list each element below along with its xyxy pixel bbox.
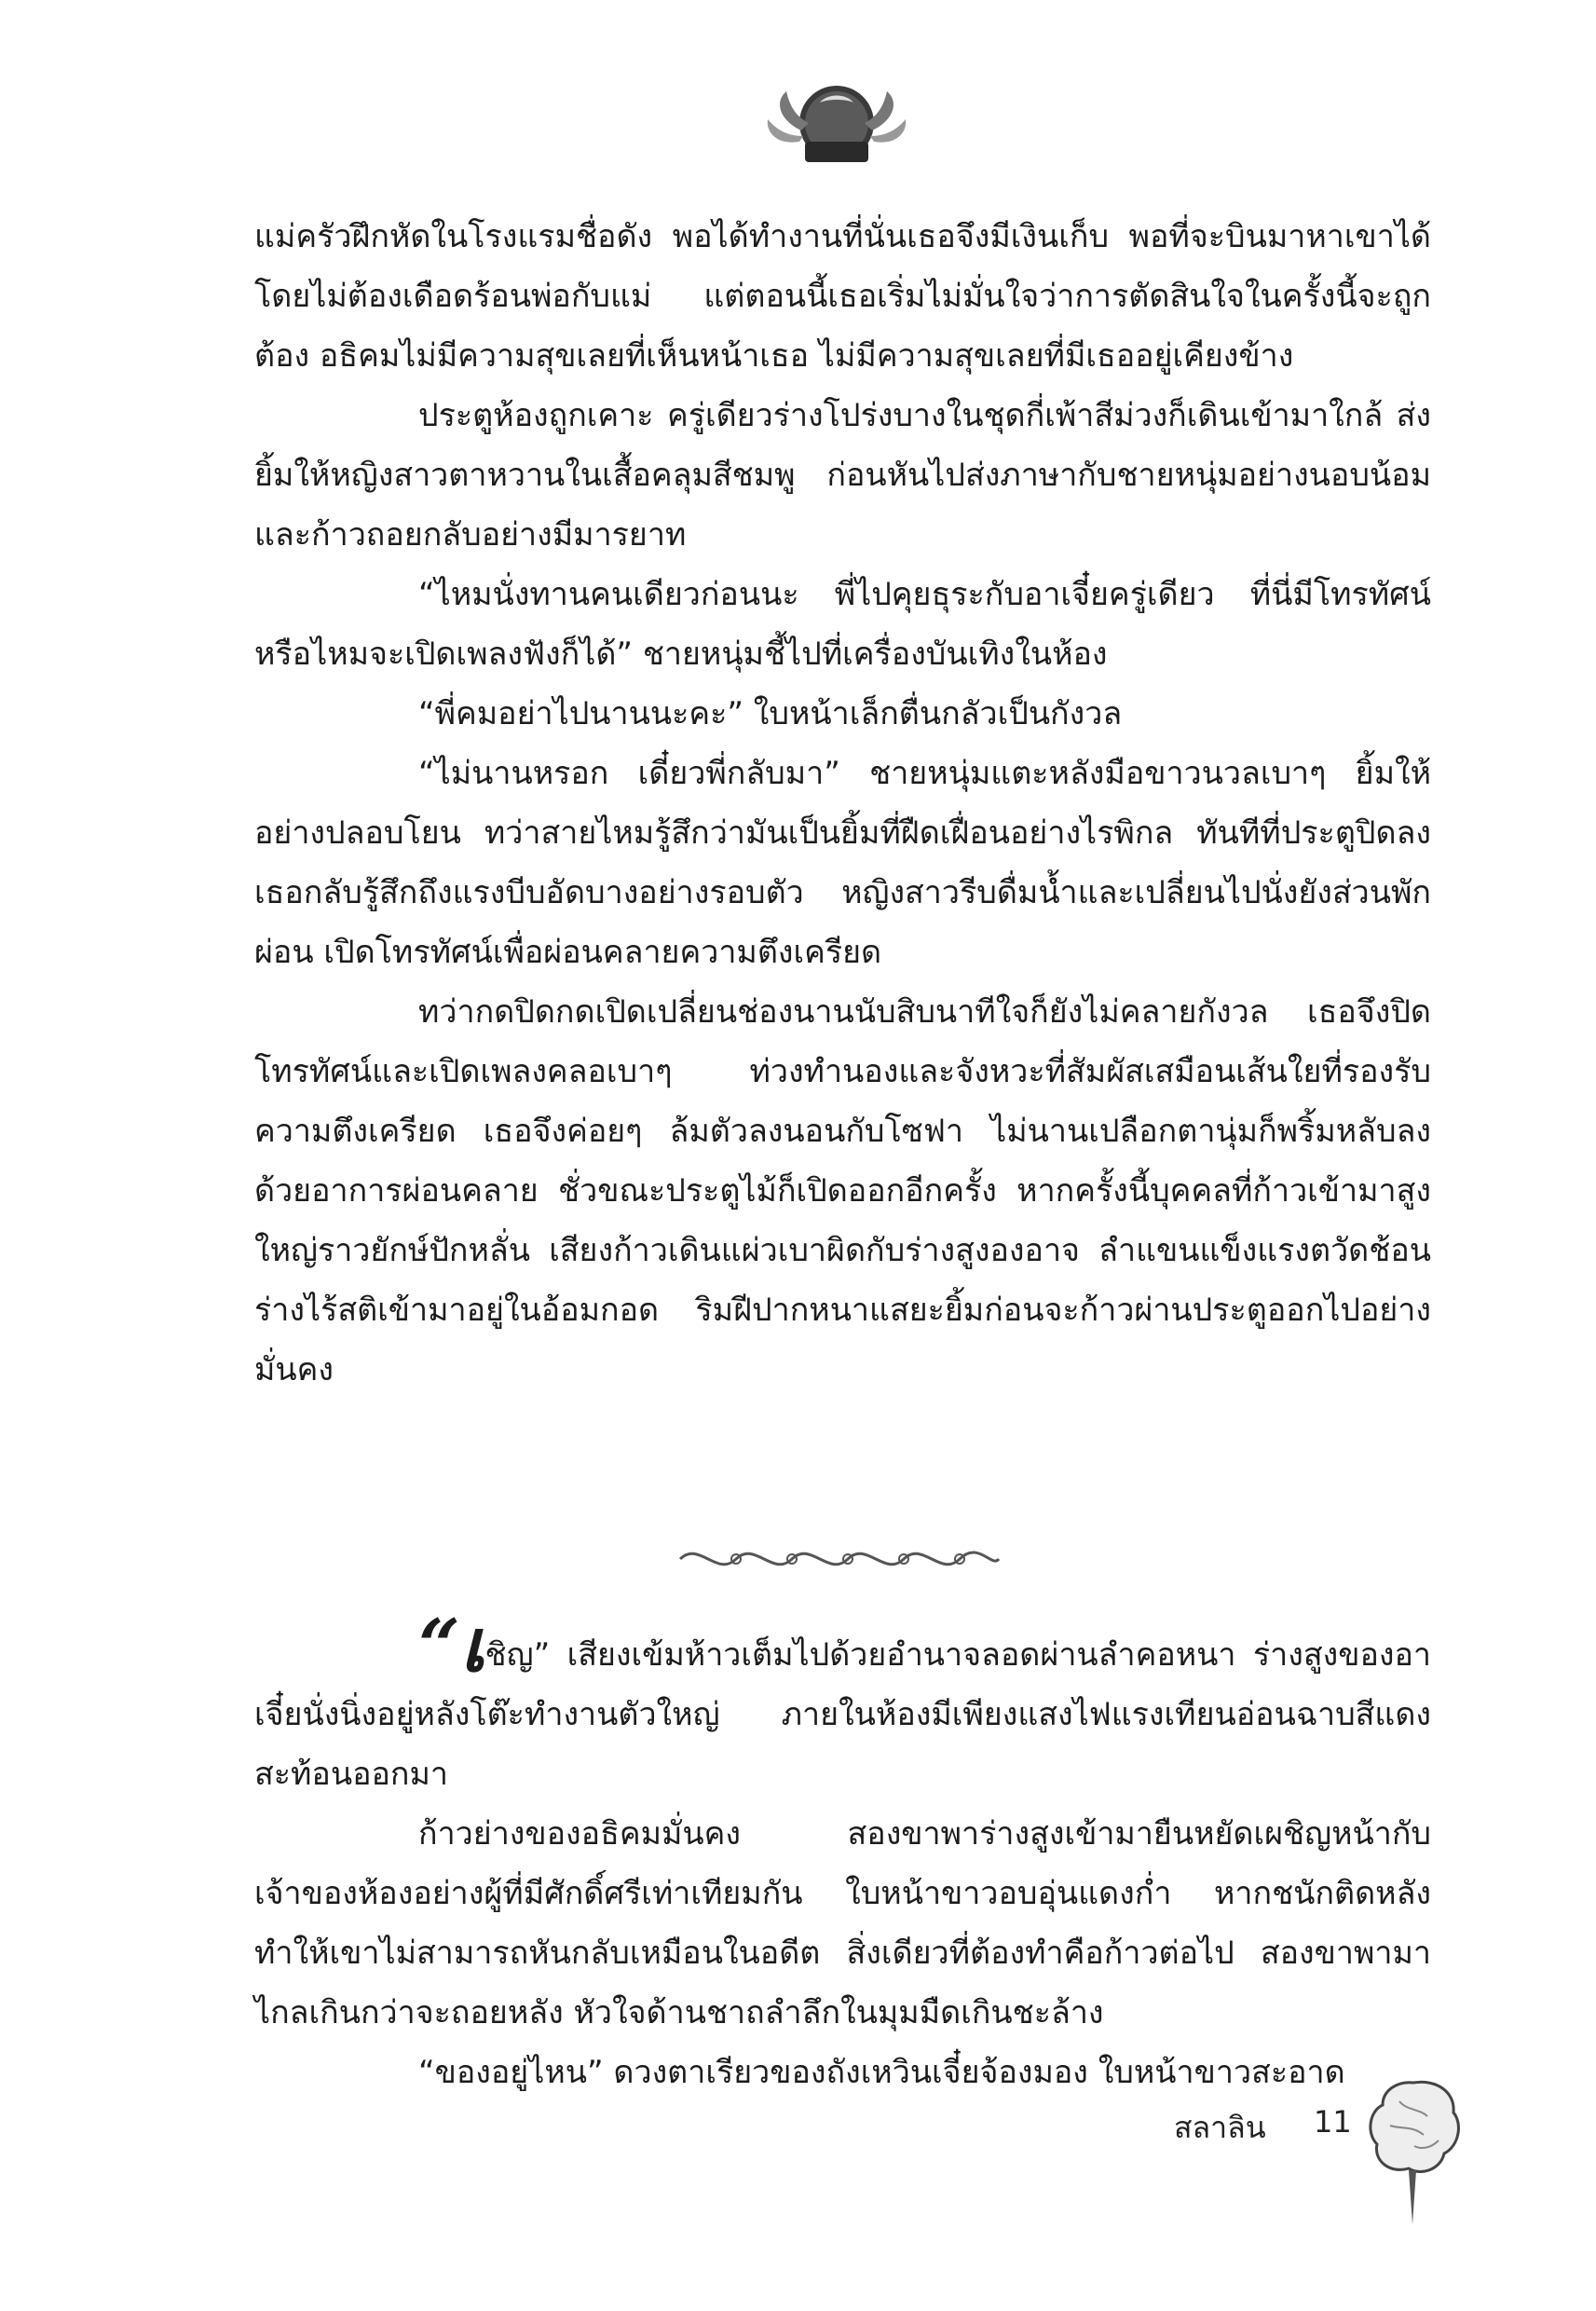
logo-text: เขียนฝัน bbox=[807, 162, 866, 180]
paragraph-dropcap bbox=[254, 1604, 1431, 1804]
paragraph-2: ประตูห้องถูกเคาะ ครู่เดียวร่างโปร่งบางในชุดกี่เพ้าสีม่วงก็เดินเข้ามาใกล้ ส่งยิ้มให้หญิงสาวตาหวานในเสื้อคลุมสีชมพู ก่อนหันไปส่งภาษากับชายหนุ่มอย่างนอบน้อมและก้าวถอยกลับอย่างมีมารยาท bbox=[254, 397, 1431, 554]
paragraph-1: แม่ครัวฝึกหัดในโรงแรมชื่อดัง พอได้ทำงานที่นั่นเธอจึงมีเงินเก็บ พอที่จะบินมาหาเขาได้โดยไม่ต้องเดือดร้อนพ่อกับแม่ แต่ตอนนี้เธอเริ่มไม่มั่นใจว่าการตัดสินใจในครั้งนี้จะถูกต้อง อธิคมไม่มีความสุขเลยที่เห็นหน้าเธอ ไม่มีความสุขเลยที่มีเธออยู่เคียงข้าง bbox=[254, 218, 1431, 375]
paragraph-8: ก้าวย่างของอธิคมมั่นคง สองขาพาร่างสูงเข้ามายืนหยัดเผชิญหน้ากับเจ้าของห้องอย่างผู้ที่มีศักดิ์ศรีเท่าเทียมกัน ใบหน้าขาวอบอุ่นแดงก่ำ หากชนักติดหลังทำให้เขาไม่สามารถหันกลับเหมือนในอดีต สิ่งเดียวที่ต้องทำคือก้าวต่อไป สองขาพามาไกลเกินกว่าจะถอยหลัง หัวใจด้านชาถลำลึกในมุมมืดเกินชะล้าง bbox=[254, 1815, 1431, 2031]
footer-page-number: 11 bbox=[1314, 2104, 1352, 2140]
paragraph-6: ทว่ากดปิดกดเปิดเปลี่ยนช่องนานนับสิบนาทีใจก็ยังไม่คลายกังวล เธอจึงปิดโทรทัศน์และเปิดเพลงคลอเบาๆ ท่วงทำนองและจังหวะที่สัมผัสเสมือนเส้นใยที่รองรับความตึงเครียด เธอจึงค่อยๆ ล้มตัวลงนอนกับโซฟา ไม่นานเปลือกตานุ่มก็พริ้มหลับลงด้วยอาการผ่อนคลาย ชั่วขณะประตูไม้ก็เปิดออกอีกครั้ง หากครั้งนี้บุคคลที่ก้าวเข้ามาสูงใหญ่ราวยักษ์ปักหลั่น เสียงก้าวเดินแผ่วเบาผิดกับร่างสูงองอาจ ลำแขนแข็งแรงตวัดช้อนร่างไร้สติเข้ามาอยู่ในอ้อมกอด ริมฝีปากหนาแสยะยิ้มก่อนจะก้าวผ่านประตูออกไปอย่างมั่นคง bbox=[254, 993, 1431, 1388]
footer-book-title: สลาลิน bbox=[1174, 2110, 1266, 2145]
paragraph-3: “ไหมนั่งทานคนเดียวก่อนนะ พี่ไปคุยธุระกับอาเจี๋ยครู่เดียว ที่นี่มีโทรทัศน์ หรือไหมจะเปิดเพลงฟังก็ได้” ชายหนุ่มชี้ไปที่เครื่องบันเทิงในห้อง bbox=[254, 576, 1431, 673]
body-text-top bbox=[254, 207, 1431, 1400]
section-divider-ornament bbox=[671, 1536, 1006, 1582]
cotton-candy-icon bbox=[1362, 2073, 1465, 2232]
dropcap-letter: “เ bbox=[418, 1604, 485, 1689]
flourish-divider-icon bbox=[671, 1536, 1006, 1582]
paragraph-5: “ไม่นานหรอก เดี๋ยวพี่กลับมา” ชายหนุ่มแตะหลังมือขาวนวลเบาๆ ยิ้มให้อย่างปลอบโยน ทว่าสายไหมรู้สึกว่ามันเป็นยิ้มที่ฝืดเฝื่อนอย่างไรพิกล ทันทีที่ประตูปิดลง เธอกลับรู้สึกถึงแรงบีบอัดบางอย่างรอบตัว หญิงสาวรีบดื่มน้ำและเปลี่ยนไปนั่งยังส่วนพักผ่อน เปิดโทรทัศน์เพื่อผ่อนคลายความตึงเครียด bbox=[254, 755, 1431, 971]
paragraph-9: “ของอยู่ไหน” ดวงตาเรียวของถังเหวินเจี๋ยจ้องมอง ใบหน้าขาวสะอาด bbox=[418, 2054, 1345, 2091]
dropcap-paragraph-text: ชิญ” เสียงเข้มห้าวเต็มไปด้วยอำนาจลอดผ่านลำคอหนา ร่างสูงของอาเจี๋ยนั่งนิ่งอยู่หลังโต๊ะทำงานตัวใหญ่ ภายในห้องมีเพียงแสงไฟแรงเทียนอ่อนฉาบสีแดงสะท้อนออกมา bbox=[254, 1636, 1431, 1793]
paragraph-4: “พี่คมอย่าไปนานนะคะ” ใบหน้าเล็กตื่นกลัวเป็นกังวล bbox=[418, 695, 1123, 732]
body-text-section-2 bbox=[254, 1604, 1431, 2102]
